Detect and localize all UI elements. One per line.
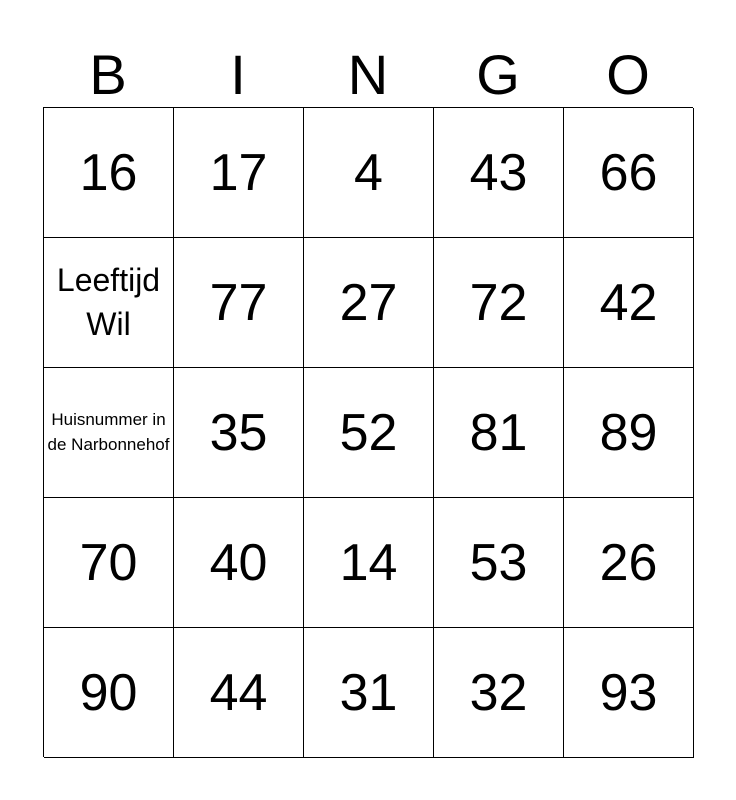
cell-value: 93 <box>599 663 658 722</box>
cell-value: 53 <box>469 533 528 592</box>
bingo-cell[interactable] <box>174 238 304 368</box>
bingo-cell[interactable] <box>304 368 434 498</box>
bingo-cell[interactable] <box>44 628 174 758</box>
cell-value: 81 <box>469 403 528 462</box>
cell-value: 44 <box>209 663 268 722</box>
bingo-cell[interactable] <box>564 498 694 628</box>
bingo-cell[interactable] <box>564 368 694 498</box>
bingo-cell[interactable] <box>44 238 174 368</box>
bingo-board <box>43 107 693 757</box>
bingo-cell[interactable] <box>44 498 174 628</box>
cell-value: 66 <box>599 143 658 202</box>
bingo-cell[interactable] <box>434 498 564 628</box>
cell-value: 32 <box>469 663 528 722</box>
bingo-cell[interactable] <box>174 108 304 238</box>
bingo-cell[interactable] <box>174 368 304 498</box>
bingo-cell[interactable] <box>434 108 564 238</box>
cell-value: 72 <box>469 273 528 332</box>
cell-value: 17 <box>209 143 268 202</box>
cell-value: 31 <box>339 663 398 722</box>
cell-value: 52 <box>339 403 398 462</box>
cell-value: 27 <box>339 273 398 332</box>
header-letter-g: G <box>476 43 520 106</box>
cell-value: 90 <box>79 663 138 722</box>
bingo-cell[interactable] <box>434 368 564 498</box>
cell-value: 42 <box>599 273 658 332</box>
bingo-cell[interactable] <box>44 368 174 498</box>
header-letter-i: I <box>230 43 246 106</box>
cell-value: 89 <box>599 403 658 462</box>
cell-value: 14 <box>339 533 398 592</box>
cell-value: 40 <box>209 533 268 592</box>
bingo-cell[interactable] <box>434 238 564 368</box>
header-letter-b: B <box>89 43 127 106</box>
bingo-cell[interactable] <box>304 108 434 238</box>
bingo-cell[interactable] <box>304 498 434 628</box>
cell-value: Leeftijd Wil <box>56 262 161 342</box>
bingo-cell[interactable] <box>564 628 694 758</box>
cell-value: 43 <box>469 143 528 202</box>
bingo-cell[interactable] <box>304 238 434 368</box>
bingo-cell[interactable] <box>174 628 304 758</box>
cell-value: 26 <box>599 533 658 592</box>
bingo-header <box>43 44 693 106</box>
cell-value: 4 <box>354 143 383 202</box>
cell-value: Huisnummer in de Narbonnehof <box>47 409 170 454</box>
bingo-cell[interactable] <box>564 238 694 368</box>
bingo-cell[interactable] <box>564 108 694 238</box>
bingo-cell[interactable] <box>174 498 304 628</box>
bingo-cell[interactable] <box>44 108 174 238</box>
header-letter-o: O <box>606 43 650 106</box>
cell-value: 77 <box>209 273 268 332</box>
bingo-cell[interactable] <box>434 628 564 758</box>
bingo-cell[interactable] <box>304 628 434 758</box>
header-letter-n: N <box>347 43 389 106</box>
cell-value: 35 <box>209 403 268 462</box>
cell-value: 70 <box>79 533 138 592</box>
cell-value: 16 <box>79 143 138 202</box>
